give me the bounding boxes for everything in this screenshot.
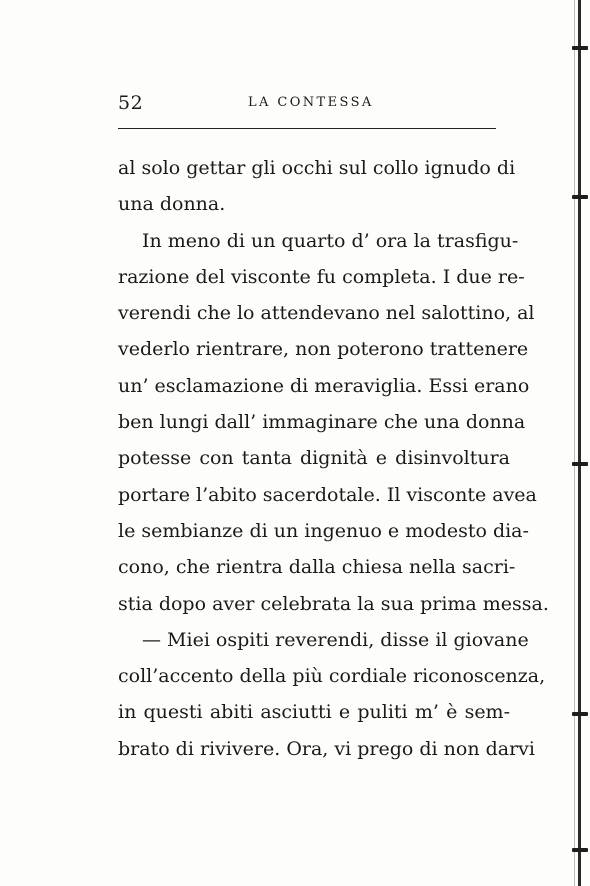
binding-spine <box>578 0 581 886</box>
header-rule <box>118 128 496 129</box>
binding-stitch <box>572 462 588 466</box>
text-line: razione del visconte fu completa. I due re- <box>118 265 525 288</box>
text-line: In meno di un quarto d’ ora la trasfigu- <box>142 229 519 252</box>
page-header <box>118 92 498 118</box>
text-line: una donna. <box>118 193 226 216</box>
binding-stitch <box>572 195 588 199</box>
text-line: in questi abiti asciutti e puliti m’ è sem- <box>118 701 510 724</box>
text-line: — Miei ospiti reverendi, disse il giovane <box>142 628 529 651</box>
binding-stitch <box>572 712 588 716</box>
book-binding-edge <box>568 0 590 886</box>
text-line: un’ esclamazione di meraviglia. Essi erano <box>118 374 530 397</box>
text-line: portare l’abito sacerdotale. Il visconte avea <box>118 483 537 506</box>
text-line: potesse con tanta dignità e disinvoltura <box>118 447 510 470</box>
text-line: ben lungi dall’ immaginare che una donna <box>118 411 526 434</box>
body-text <box>118 150 549 767</box>
text-line: al solo gettar gli occhi sul collo ignudo di <box>118 157 516 179</box>
text-line: vederlo rientrare, non poterono trattenere <box>118 338 529 361</box>
text-line: stia dopo aver celebrata la sua prima messa. <box>118 592 549 615</box>
binding-shadow <box>574 0 575 886</box>
page-number: 52 <box>118 92 144 114</box>
binding-stitch <box>572 848 588 852</box>
text-line: brato di rivivere. Ora, vi prego di non darvi <box>118 737 535 760</box>
binding-stitch <box>572 46 588 50</box>
running-title: LA CONTESSA <box>248 95 374 110</box>
text-line: coll’accento della più cordiale riconoscenza, <box>118 665 546 688</box>
text-line: le sembianze di un ingenuo e modesto dia- <box>118 519 529 542</box>
text-line: verendi che lo attendevano nel salottino, al <box>118 302 535 325</box>
text-line: cono, che rientra dalla chiesa nella sacri- <box>118 556 516 579</box>
